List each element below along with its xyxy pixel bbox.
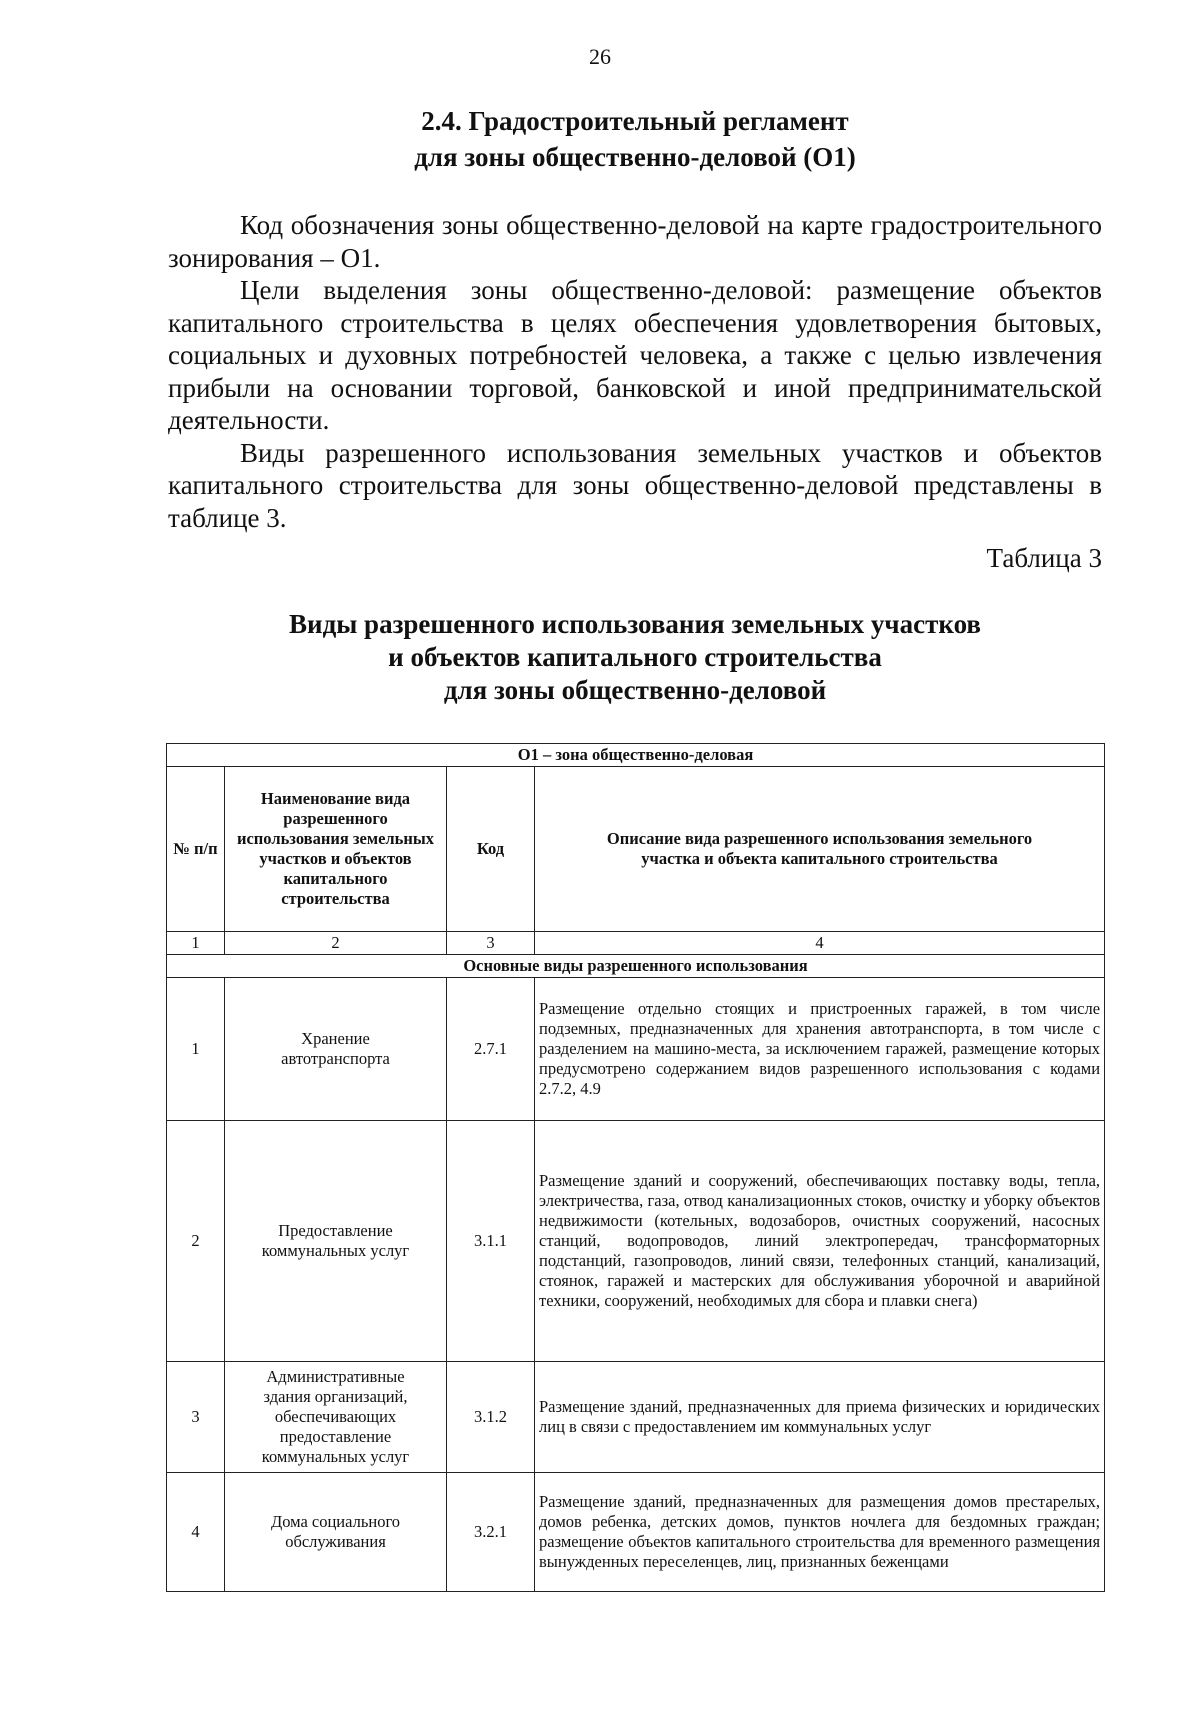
- section-title-line2: для зоны общественно-деловой (О1): [414, 142, 856, 172]
- table-row: [167, 1121, 1105, 1362]
- row-code: 3.1.2: [447, 1362, 535, 1473]
- table-row: [167, 978, 1105, 1121]
- column-number: 1: [167, 932, 225, 955]
- table-heading-line2: и объектов капитального строительства: [388, 642, 882, 672]
- row-name: Предоставление коммунальных услуг: [225, 1121, 447, 1362]
- zone-title-row: [167, 744, 1105, 767]
- column-number: 3: [447, 932, 535, 955]
- column-number: 2: [225, 932, 447, 955]
- section-title-line1: 2.4. Градостроительный регламент: [421, 106, 849, 136]
- paragraph-table-reference: Виды разрешенного использования земельных участков и объектов капитального строительства для зоны общественно-деловой представлены в таблице 3.: [168, 437, 1102, 533]
- page-number: 26: [589, 44, 611, 69]
- body-text: [168, 209, 1102, 534]
- row-desc: Размещение зданий, предназначенных для приема физических и юридических лиц в связи с предоставлением им коммунальных услуг: [535, 1362, 1105, 1473]
- table-row: [167, 1473, 1105, 1592]
- table-heading-line3: для зоны общественно-деловой: [443, 675, 827, 705]
- row-num: 4: [167, 1473, 225, 1592]
- row-num: 2: [167, 1121, 225, 1362]
- table-heading-line1: Виды разрешенного использования земельных участков: [289, 609, 981, 639]
- header-row: [167, 767, 1105, 932]
- row-num: 3: [167, 1362, 225, 1473]
- row-num: 1: [167, 978, 225, 1121]
- row-code: 3.1.1: [447, 1121, 535, 1362]
- table-caption: Таблица 3: [986, 543, 1102, 573]
- paragraph-zone-code: Код обозначения зоны общественно-деловой на карте градостроительного зонирования – О1.: [168, 210, 1102, 273]
- header-name: Наименование вида разрешенного использования земельных участков и объектов капитального строительства: [225, 767, 447, 932]
- paragraph-zone-goals: Цели выделения зоны общественно-деловой: размещение объектов капитального строительства в целях обеспечения удовлетворения бытовых, социальных и духовных потребностей человека, а также с целью извлечения прибыли на основании торговой, банковской и иной предпринимательской деятельности.: [168, 275, 1102, 435]
- permitted-use-table: [166, 743, 1105, 1592]
- header-code: Код: [447, 767, 535, 932]
- row-desc: Размещение зданий, предназначенных для размещения домов престарелых, домов ребенка, детских домов, пунктов ночлега для бездомных граждан; размещение объектов капитального строительства для временного размещения вынужденных переселенцев, лиц, признанных беженцами: [535, 1473, 1105, 1592]
- header-num: № п/п: [167, 767, 225, 932]
- group-title-row: [167, 955, 1105, 978]
- section-title: [0, 103, 1200, 175]
- column-number-row: [167, 932, 1105, 955]
- row-name: Дома социального обслуживания: [225, 1473, 447, 1592]
- table-row: [167, 1362, 1105, 1473]
- zone-title: О1 – зона общественно-деловая: [167, 744, 1105, 767]
- row-code: 2.7.1: [447, 978, 535, 1121]
- table-heading: [0, 608, 1200, 707]
- row-name: Хранение автотранспорта: [225, 978, 447, 1121]
- row-name: Административные здания организаций, обеспечивающих предоставление коммунальных услуг: [225, 1362, 447, 1473]
- row-desc: Размещение зданий и сооружений, обеспечивающих поставку воды, тепла, электричества, газа, отвод канализационных стоков, очистку и уборку объектов недвижимости (котельных, водозаборов, очистных сооружений, насосных станций, водопроводов, линий электропередач, трансформаторных подстанций, газопроводов, линий связи, телефонных станций, канализаций, стоянок, гаражей и мастерских для обслуживания уборочной и аварийной техники, сооружений, необходимых для сбора и плавки снега): [535, 1121, 1105, 1362]
- column-number: 4: [535, 932, 1105, 955]
- row-code: 3.2.1: [447, 1473, 535, 1592]
- header-desc: Описание вида разрешенного использования земельного участка и объекта капитального строительства: [535, 767, 1105, 932]
- row-desc: Размещение отдельно стоящих и пристроенных гаражей, в том числе подземных, предназначенных для хранения автотранспорта, в том числе с разделением на машино-места, за исключением гаражей, размещение которых предусмотрено содержанием видов разрешенного использования с кодами 2.7.2, 4.9: [535, 978, 1105, 1121]
- group-title: Основные виды разрешенного использования: [167, 955, 1105, 978]
